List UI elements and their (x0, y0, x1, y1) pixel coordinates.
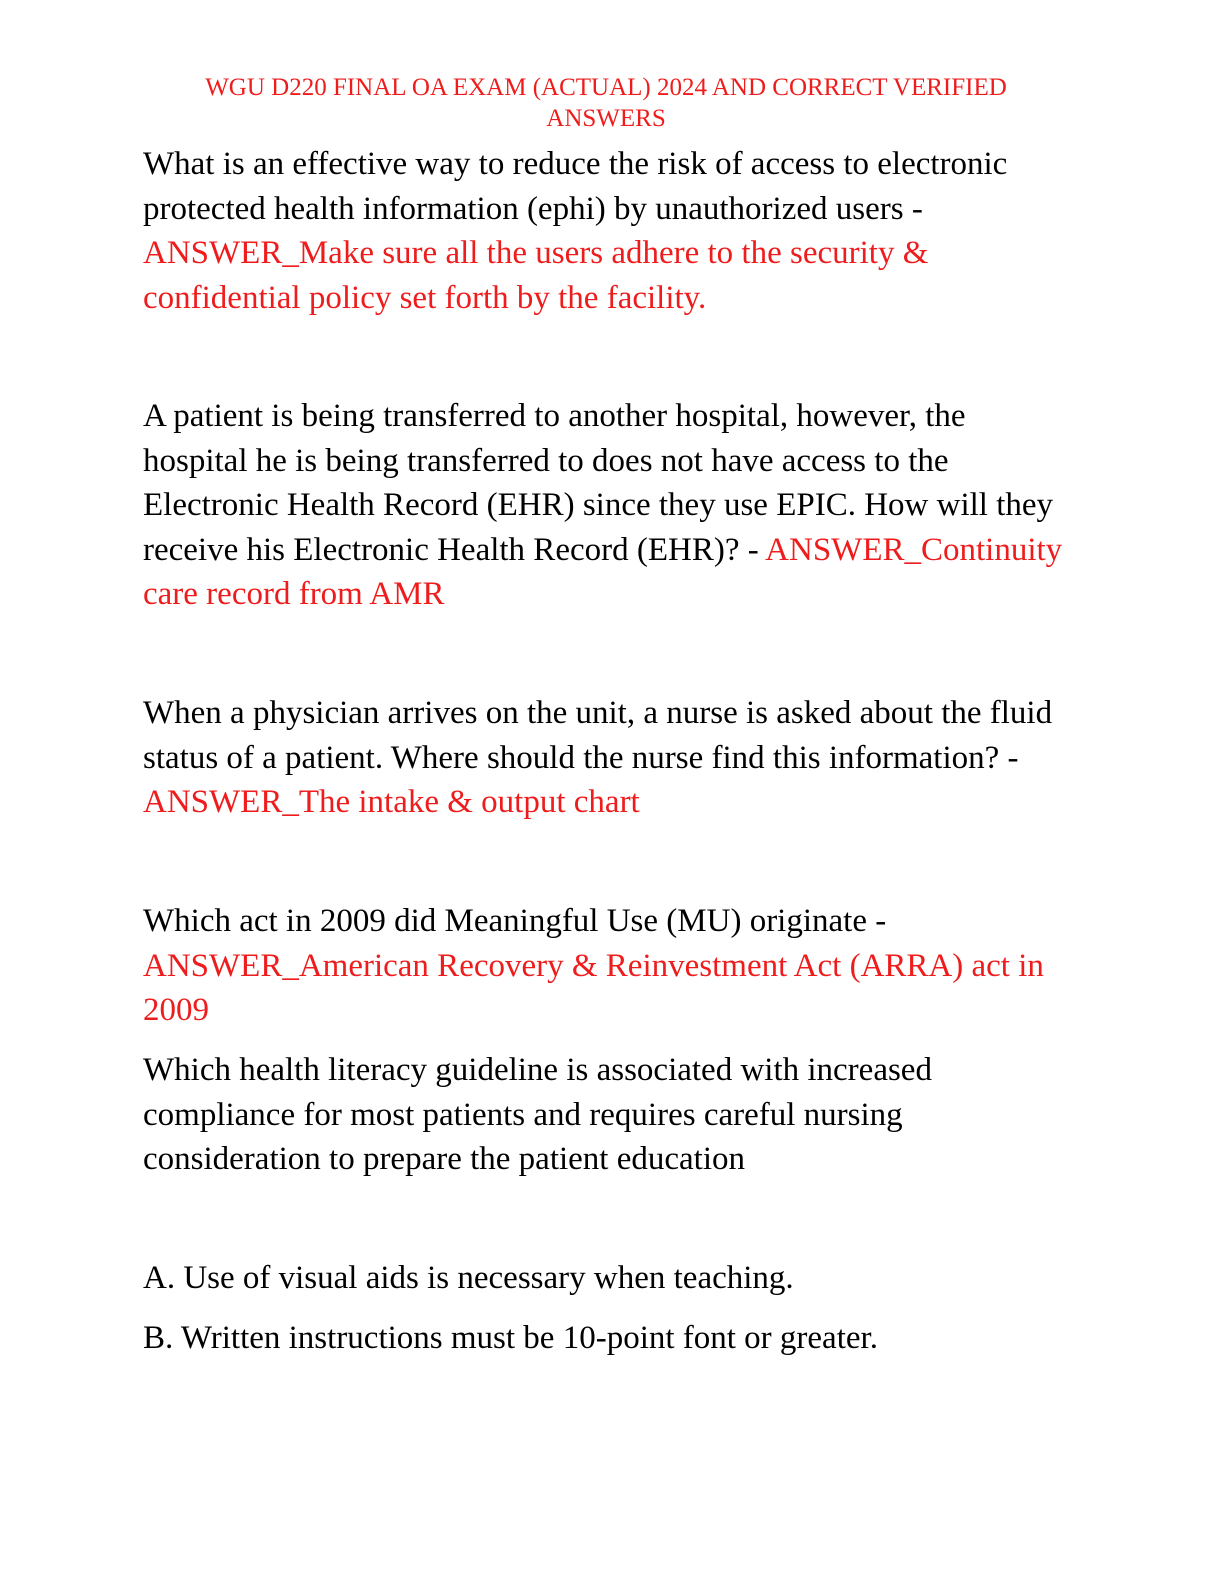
question-2-answer: ANSWER_Continuity care record from AMR (143, 531, 1063, 612)
question-5-option-a: A. Use of visual aids is necessary when teaching. (143, 1260, 794, 1296)
question-4-answer: ANSWER_American Recovery & Reinvestment Act (ARRA) act in 2009 (143, 947, 1044, 1028)
question-5 (143, 1048, 1078, 1182)
question-1 (143, 142, 1078, 320)
question-1-text: What is an effective way to reduce the risk of access to electronic protected health information (ephi) by unauthorized users - (143, 146, 1008, 227)
document-title: WGU D220 FINAL OA EXAM (ACTUAL) 2024 AND CORRECT VERIFIED ANSWERS (205, 74, 1007, 132)
question-3 (143, 691, 1078, 825)
question-4-text: Which act in 2009 did Meaningful Use (MU) originate - (143, 903, 887, 939)
question-3-text: When a physician arrives on the unit, a nurse is asked about the fluid status of a patient. Where should the nurse find this information? - (143, 695, 1053, 776)
question-4 (143, 899, 1078, 1033)
question-3-answer: ANSWER_The intake & output chart (143, 784, 640, 820)
question-2 (143, 394, 1078, 617)
question-5-text: Which health literacy guideline is associated with increased compliance for most patients and requires careful nursing consideration to prepare the patient education (143, 1052, 932, 1177)
question-1-answer: ANSWER_Make sure all the users adhere to the security & confidential policy set forth by the facility. (143, 235, 929, 316)
question-5-option-b: B. Written instructions must be 10-point font or greater. (143, 1320, 878, 1356)
question-2-text: A patient is being transferred to another hospital, however, the hospital he is being transferred to does not have access to the Electronic Health Record (EHR) since they use EPIC. How will they receive his Electronic Health Record (EHR)? - (143, 398, 1054, 568)
